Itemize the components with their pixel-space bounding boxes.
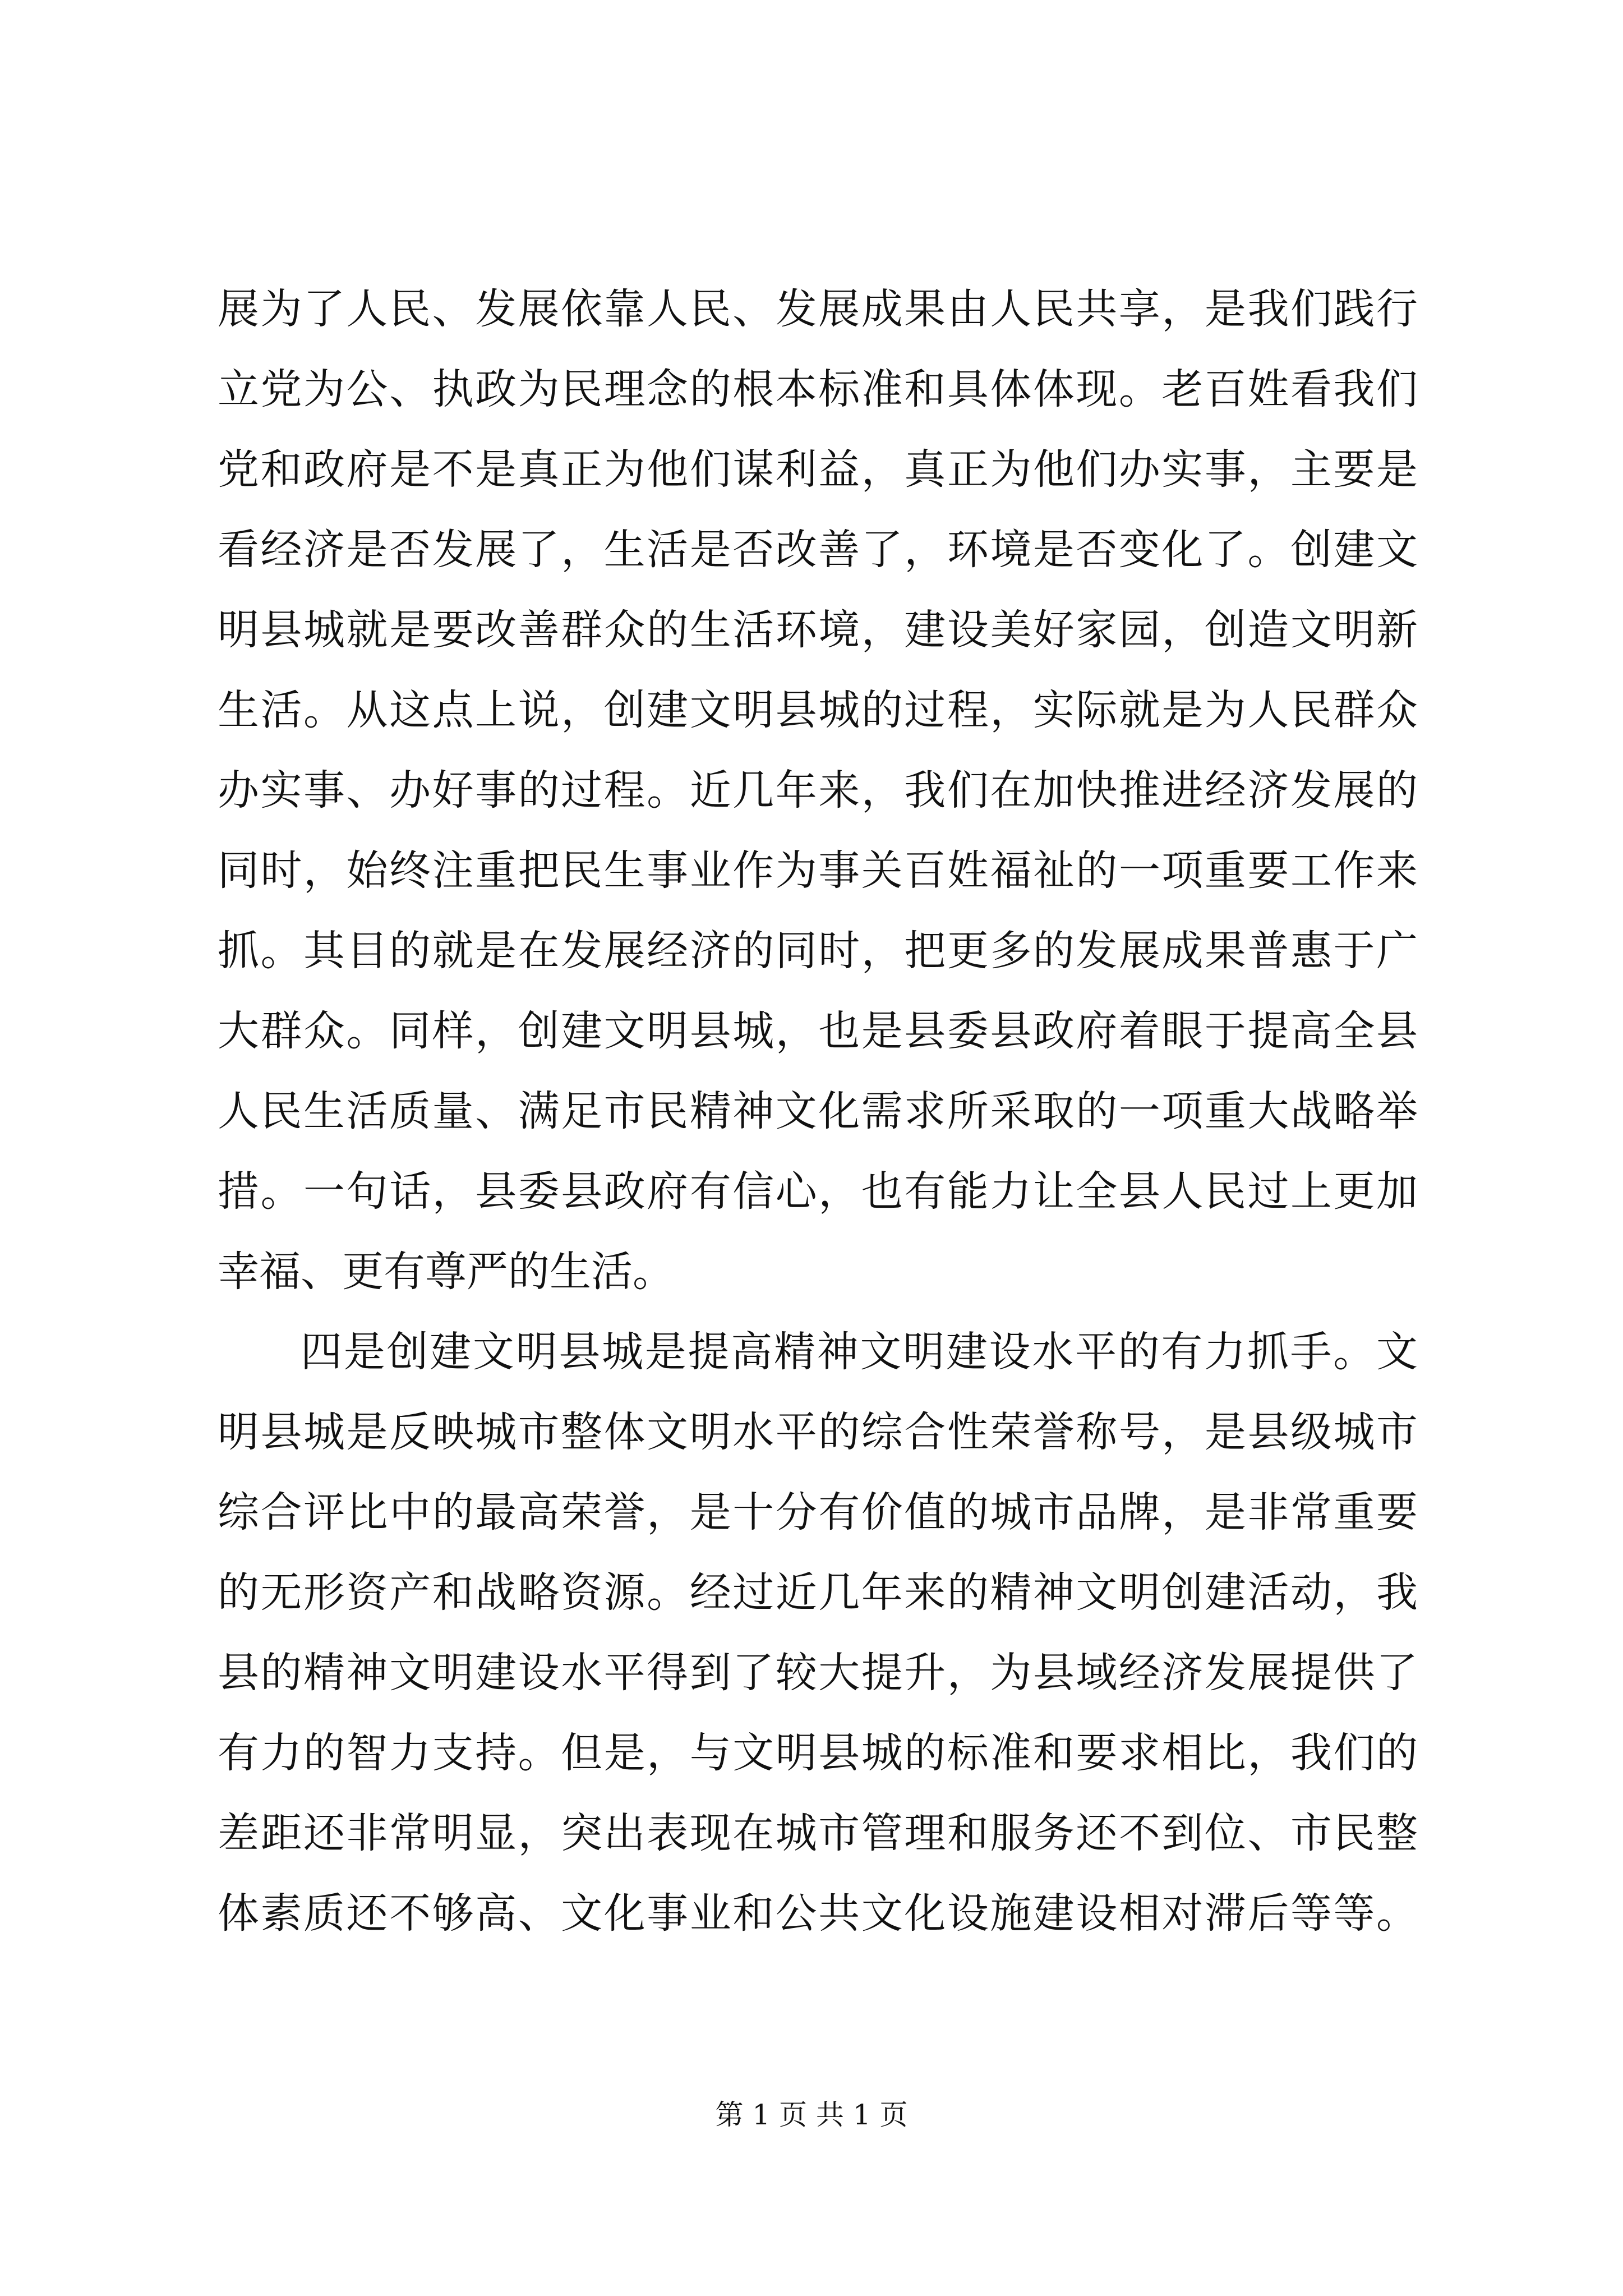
paragraph-1 <box>218 269 1418 1312</box>
text-line: 大群众。同样，创建文明县城，也是县委县政府着眼于提高全县 <box>218 1007 1418 1055</box>
document-body <box>218 269 1418 1954</box>
text-line: 展为了人民、发展依靠人民、发展成果由人民共享，是我们践行 <box>218 285 1418 333</box>
paragraph-2 <box>218 1312 1418 1954</box>
text-line: 措。一句话，县委县政府有信心，也有能力让全县人民过上更加 <box>218 1167 1418 1216</box>
page-number-footer: 第 1 页 共 1 页 <box>715 2099 908 2131</box>
text-line: 明县城就是要改善群众的生活环境，建设美好家园，创造文明新 <box>218 606 1418 654</box>
text-line: 生活。从这点上说，创建文明县城的过程，实际就是为人民群众 <box>218 686 1418 734</box>
text-line: 县的精神文明建设水平得到了较大提升，为县域经济发展提供了 <box>218 1649 1418 1697</box>
text-line: 立党为公、执政为民理念的根本标准和具体体现。老百姓看我们 <box>218 365 1418 413</box>
text-line: 综合评比中的最高荣誉，是十分有价值的城市品牌，是非常重要 <box>218 1488 1418 1536</box>
text-line: 体素质还不够高、文化事业和公共文化设施建设相对滞后等等。 <box>218 1889 1418 1938</box>
text-line: 党和政府是不是真正为他们谋利益，真正为他们办实事，主要是 <box>218 445 1418 494</box>
text-line: 抓。其目的就是在发展经济的同时，把更多的发展成果普惠于广 <box>218 927 1418 975</box>
text-line: 人民生活质量、满足市民精神文化需求所采取的一项重大战略举 <box>218 1087 1418 1135</box>
text-line: 有力的智力支持。但是，与文明县城的标准和要求相比，我们的 <box>218 1729 1418 1777</box>
text-line: 办实事、办好事的过程。近几年来，我们在加快推进经济发展的 <box>218 766 1418 815</box>
text-line: 差距还非常明显，突出表现在城市管理和服务还不到位、市民整 <box>218 1809 1418 1857</box>
text-line: 看经济是否发展了，生活是否改善了，环境是否变化了。创建文 <box>218 526 1418 574</box>
text-line: 明县城是反映城市整体文明水平的综合性荣誉称号，是县级城市 <box>218 1408 1418 1456</box>
text-line: 的无形资产和战略资源。经过近几年来的精神文明创建活动，我 <box>218 1568 1418 1617</box>
text-line: 四是创建文明县城是提高精神文明建设水平的有力抓手。文 <box>301 1328 1418 1376</box>
text-line: 同时，始终注重把民生事业作为事关百姓福祉的一项重要工作来 <box>218 846 1418 895</box>
text-line: 幸福、更有尊严的生活。 <box>218 1248 674 1296</box>
